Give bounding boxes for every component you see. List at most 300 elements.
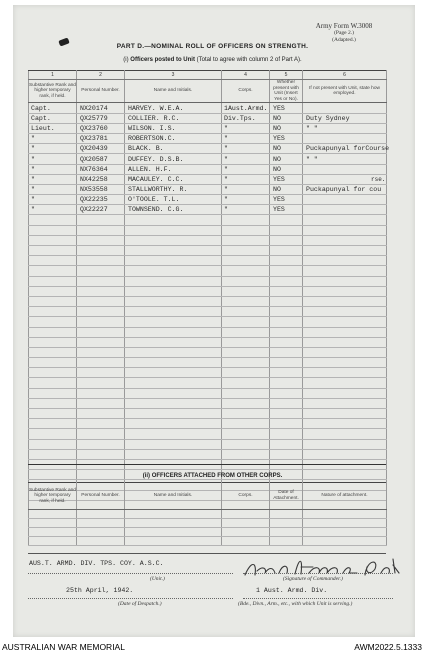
- empty-cell: [270, 398, 303, 408]
- officers-attached-table: [28, 482, 387, 546]
- empty-cell: [29, 409, 77, 419]
- empty-cell: [29, 215, 77, 225]
- column-number: 3: [125, 71, 222, 80]
- empty-cell: [77, 347, 125, 357]
- empty-cell: [222, 358, 270, 368]
- section-i-label: (i): [123, 57, 129, 63]
- officer-name: ROBERTSON.C.: [125, 133, 222, 143]
- overflow-remark: rse.: [371, 176, 386, 183]
- header-nature: Nature of attachment.: [303, 483, 387, 510]
- officer-present: NO: [270, 144, 303, 154]
- officer-corps: ": [222, 205, 270, 215]
- officer-remark: " ": [303, 154, 387, 164]
- empty-cell: [270, 286, 303, 296]
- empty-cell: [125, 266, 222, 276]
- officer-corps: ": [222, 123, 270, 133]
- signature-caption: (Signature of Commander.): [283, 576, 343, 582]
- empty-cell: [270, 378, 303, 388]
- empty-cell: [222, 246, 270, 256]
- column-number-row: [29, 71, 387, 80]
- empty-cell: [303, 225, 387, 235]
- empty-cell: [303, 256, 387, 266]
- empty-row: [29, 286, 387, 296]
- despatch-date-value: 25th April, 1942.: [66, 587, 134, 594]
- empty-cell: [29, 378, 77, 388]
- officer-number: NX42258: [77, 174, 125, 184]
- attached-empty-row: [29, 537, 387, 546]
- empty-cell: [222, 528, 270, 537]
- empty-row: [29, 307, 387, 317]
- officer-present: YES: [270, 133, 303, 143]
- formation-value: 1 Aust. Armd. Div.: [256, 587, 328, 594]
- empty-cell: [29, 537, 77, 546]
- officer-remark: [303, 205, 387, 215]
- empty-row: [29, 439, 387, 449]
- header-date: Date of Attachment.: [270, 483, 303, 510]
- empty-cell: [270, 327, 303, 337]
- officer-rank: Capt.: [29, 113, 77, 123]
- officer-remark: " ": [303, 123, 387, 133]
- empty-cell: [29, 429, 77, 439]
- empty-cell: [303, 235, 387, 245]
- empty-cell: [29, 337, 77, 347]
- officer-row: [29, 133, 387, 143]
- empty-cell: [77, 266, 125, 276]
- officer-name: WILSON. I.S.: [125, 123, 222, 133]
- empty-cell: [125, 347, 222, 357]
- empty-cell: [222, 449, 270, 459]
- empty-row: [29, 347, 387, 357]
- empty-cell: [270, 307, 303, 317]
- empty-cell: [125, 409, 222, 419]
- officer-present: YES: [270, 174, 303, 184]
- officer-rank: ": [29, 164, 77, 174]
- officer-corps: ": [222, 164, 270, 174]
- officer-name: O'TOOLE. T.L.: [125, 195, 222, 205]
- empty-row: [29, 266, 387, 276]
- empty-cell: [222, 307, 270, 317]
- empty-cell: [125, 246, 222, 256]
- empty-cell: [222, 256, 270, 266]
- officer-remark: Puckapunyal for cou: [303, 184, 387, 194]
- section-ii-title: OFFICERS ATTACHED FROM OTHER CORPS.: [151, 473, 283, 479]
- empty-cell: [77, 246, 125, 256]
- empty-row: [29, 327, 387, 337]
- empty-cell: [303, 409, 387, 419]
- empty-cell: [29, 256, 77, 266]
- empty-cell: [125, 378, 222, 388]
- empty-cell: [29, 225, 77, 235]
- empty-cell: [77, 256, 125, 266]
- empty-cell: [270, 358, 303, 368]
- empty-cell: [125, 398, 222, 408]
- empty-cell: [29, 358, 77, 368]
- empty-cell: [222, 215, 270, 225]
- empty-cell: [125, 537, 222, 546]
- unit-dotted-line: [28, 573, 233, 574]
- empty-cell: [303, 327, 387, 337]
- officer-name: MACAULEY. C.C.: [125, 174, 222, 184]
- empty-cell: [222, 286, 270, 296]
- empty-row: [29, 215, 387, 225]
- officer-rank: Capt.: [29, 103, 77, 113]
- officer-number: QX23760: [77, 123, 125, 133]
- empty-cell: [222, 378, 270, 388]
- officer-corps: ": [222, 174, 270, 184]
- empty-cell: [125, 225, 222, 235]
- officer-rank: ": [29, 154, 77, 164]
- empty-cell: [222, 439, 270, 449]
- empty-cell: [29, 528, 77, 537]
- empty-cell: [77, 368, 125, 378]
- empty-cell: [303, 419, 387, 429]
- officer-rank: ": [29, 174, 77, 184]
- officer-present: NO: [270, 154, 303, 164]
- empty-cell: [29, 519, 77, 528]
- empty-cell: [29, 246, 77, 256]
- officer-rank: ": [29, 205, 77, 215]
- officer-corps: 1Aust.Armd.: [222, 103, 270, 113]
- empty-cell: [303, 388, 387, 398]
- officer-corps: ": [222, 195, 270, 205]
- empty-cell: [125, 368, 222, 378]
- empty-cell: [303, 429, 387, 439]
- empty-cell: [29, 510, 77, 519]
- empty-cell: [222, 327, 270, 337]
- empty-cell: [77, 439, 125, 449]
- empty-cell: [29, 439, 77, 449]
- officer-row: [29, 154, 387, 164]
- signature-dotted-line: [243, 573, 393, 574]
- officer-present: YES: [270, 103, 303, 113]
- empty-cell: [29, 307, 77, 317]
- empty-row: [29, 378, 387, 388]
- archive-id: AWM2022.5.1333: [354, 642, 422, 652]
- empty-cell: [270, 388, 303, 398]
- column-header-row: [29, 80, 387, 103]
- empty-cell: [303, 307, 387, 317]
- header-corps: Corps.: [222, 483, 270, 510]
- officer-name: BLACK. B.: [125, 144, 222, 154]
- empty-row: [29, 419, 387, 429]
- empty-cell: [77, 225, 125, 235]
- empty-cell: [222, 296, 270, 306]
- empty-cell: [29, 419, 77, 429]
- form-reference: [299, 23, 389, 44]
- empty-cell: [303, 347, 387, 357]
- officer-remark: Duty Sydney: [303, 113, 387, 123]
- officer-number: QX22235: [77, 195, 125, 205]
- empty-cell: [29, 317, 77, 327]
- officer-name: STALLWORTHY. R.: [125, 184, 222, 194]
- empty-cell: [270, 528, 303, 537]
- empty-cell: [77, 327, 125, 337]
- empty-cell: [125, 388, 222, 398]
- header-present: Whether present with Unit (Insert Yes or No).: [270, 80, 303, 103]
- officer-row: [29, 205, 387, 215]
- despatch-date-caption: (Date of Despatch.): [118, 601, 162, 607]
- formation-dotted-line: [243, 598, 393, 599]
- empty-row: [29, 256, 387, 266]
- empty-cell: [125, 296, 222, 306]
- officer-corps: ": [222, 184, 270, 194]
- empty-cell: [125, 528, 222, 537]
- empty-cell: [270, 510, 303, 519]
- empty-cell: [303, 378, 387, 388]
- officer-remark: [303, 195, 387, 205]
- empty-cell: [77, 419, 125, 429]
- officer-number: QX22227: [77, 205, 125, 215]
- empty-cell: [270, 409, 303, 419]
- empty-cell: [77, 286, 125, 296]
- empty-cell: [270, 317, 303, 327]
- section-ii-heading: [0, 473, 425, 479]
- officer-remark: [303, 133, 387, 143]
- empty-cell: [125, 256, 222, 266]
- empty-cell: [77, 317, 125, 327]
- form-number: Army Form W.3008: [315, 22, 373, 30]
- empty-cell: [222, 537, 270, 546]
- empty-cell: [125, 327, 222, 337]
- empty-row: [29, 246, 387, 256]
- officer-corps: ": [222, 133, 270, 143]
- empty-cell: [29, 368, 77, 378]
- empty-cell: [77, 388, 125, 398]
- section-i-title: Officers posted to Unit: [130, 57, 195, 63]
- officer-name: COLLIER. R.C.: [125, 113, 222, 123]
- empty-cell: [29, 398, 77, 408]
- empty-cell: [270, 537, 303, 546]
- header-not-present: If not present with Unit, state how employed.: [303, 80, 387, 103]
- empty-cell: [270, 276, 303, 286]
- empty-cell: [77, 358, 125, 368]
- empty-cell: [303, 215, 387, 225]
- header-number: Personal Number.: [77, 483, 125, 510]
- empty-cell: [77, 510, 125, 519]
- empty-cell: [222, 429, 270, 439]
- officer-present: NO: [270, 113, 303, 123]
- officer-rank: ": [29, 144, 77, 154]
- empty-row: [29, 388, 387, 398]
- empty-cell: [29, 347, 77, 357]
- empty-cell: [303, 317, 387, 327]
- empty-cell: [125, 510, 222, 519]
- officer-name: DUFFEY. D.S.B.: [125, 154, 222, 164]
- empty-cell: [125, 307, 222, 317]
- empty-cell: [29, 266, 77, 276]
- empty-cell: [303, 398, 387, 408]
- empty-cell: [222, 235, 270, 245]
- empty-cell: [77, 409, 125, 419]
- empty-cell: [270, 368, 303, 378]
- empty-cell: [125, 235, 222, 245]
- archive-name: AUSTRALIAN WAR MEMORIAL: [2, 642, 125, 652]
- form-page: (Page 2.): [334, 30, 354, 36]
- officer-rank: ": [29, 133, 77, 143]
- officer-number: QX20587: [77, 154, 125, 164]
- column-number: 6: [303, 71, 387, 80]
- column-number: 2: [77, 71, 125, 80]
- officers-posted-table: [28, 70, 390, 501]
- empty-row: [29, 449, 387, 459]
- empty-cell: [270, 225, 303, 235]
- officer-present: NO: [270, 184, 303, 194]
- attached-header-row: [29, 483, 387, 510]
- empty-cell: [303, 296, 387, 306]
- empty-cell: [222, 419, 270, 429]
- empty-cell: [222, 225, 270, 235]
- empty-cell: [77, 215, 125, 225]
- empty-row: [29, 225, 387, 235]
- column-number: 1: [29, 71, 77, 80]
- header-name: Name and Initials.: [125, 80, 222, 103]
- empty-cell: [270, 296, 303, 306]
- empty-cell: [77, 519, 125, 528]
- empty-cell: [77, 449, 125, 459]
- empty-cell: [303, 337, 387, 347]
- empty-cell: [303, 519, 387, 528]
- officer-row: [29, 174, 387, 184]
- empty-row: [29, 337, 387, 347]
- unit-value: AUS.T. ARMD. DIV. TPS. COY. A.S.C.: [29, 560, 164, 567]
- empty-row: [29, 317, 387, 327]
- empty-cell: [270, 256, 303, 266]
- officer-present: YES: [270, 205, 303, 215]
- empty-cell: [270, 429, 303, 439]
- empty-row: [29, 429, 387, 439]
- empty-cell: [303, 537, 387, 546]
- empty-cell: [125, 276, 222, 286]
- empty-cell: [270, 235, 303, 245]
- empty-cell: [125, 337, 222, 347]
- empty-cell: [303, 368, 387, 378]
- archive-footer: [0, 639, 425, 653]
- officer-corps: ": [222, 154, 270, 164]
- empty-cell: [222, 276, 270, 286]
- empty-cell: [125, 419, 222, 429]
- empty-cell: [77, 235, 125, 245]
- empty-cell: [77, 337, 125, 347]
- empty-cell: [303, 439, 387, 449]
- header-name: Name and Initials.: [125, 483, 222, 510]
- empty-cell: [303, 358, 387, 368]
- empty-cell: [222, 317, 270, 327]
- officer-corps: ": [222, 144, 270, 154]
- officer-number: QX23781: [77, 133, 125, 143]
- empty-cell: [125, 519, 222, 528]
- empty-cell: [125, 429, 222, 439]
- empty-row: [29, 409, 387, 419]
- officer-number: QX25779: [77, 113, 125, 123]
- empty-cell: [270, 337, 303, 347]
- empty-cell: [222, 409, 270, 419]
- part-title: PART D.—NOMINAL ROLL OF OFFICERS ON STRENGTH.: [116, 43, 309, 50]
- empty-cell: [125, 317, 222, 327]
- empty-cell: [270, 519, 303, 528]
- empty-row: [29, 358, 387, 368]
- officer-rank: Lieut.: [29, 123, 77, 133]
- empty-row: [29, 296, 387, 306]
- empty-cell: [222, 519, 270, 528]
- empty-cell: [222, 510, 270, 519]
- header-rank: Substantive Rank and higher temporary rank, if held.: [29, 80, 77, 103]
- empty-cell: [29, 286, 77, 296]
- attached-empty-row: [29, 510, 387, 519]
- officer-name: ALLEN. H.F.: [125, 164, 222, 174]
- empty-cell: [77, 378, 125, 388]
- attached-empty-row: [29, 528, 387, 537]
- empty-cell: [303, 286, 387, 296]
- empty-cell: [222, 388, 270, 398]
- empty-row: [29, 368, 387, 378]
- officer-row: [29, 195, 387, 205]
- officer-present: NO: [270, 164, 303, 174]
- empty-cell: [303, 449, 387, 459]
- empty-cell: [29, 235, 77, 245]
- empty-row: [29, 398, 387, 408]
- empty-cell: [125, 286, 222, 296]
- officer-number: NX76364: [77, 164, 125, 174]
- section-i-heading: [0, 57, 425, 63]
- empty-cell: [270, 246, 303, 256]
- empty-cell: [222, 398, 270, 408]
- empty-cell: [77, 537, 125, 546]
- officer-remark: Puckapunyal forCourse: [303, 144, 387, 154]
- empty-cell: [222, 368, 270, 378]
- empty-cell: [222, 347, 270, 357]
- empty-cell: [303, 510, 387, 519]
- officer-present: NO: [270, 123, 303, 133]
- officer-row: [29, 164, 387, 174]
- section-i-note: (Total to agree with column 2 of Part A).: [196, 57, 302, 63]
- empty-cell: [77, 398, 125, 408]
- empty-cell: [303, 528, 387, 537]
- empty-cell: [125, 215, 222, 225]
- officer-row: [29, 144, 387, 154]
- header-rank: Substantive Rank and higher temporary rank, if held.: [29, 483, 77, 510]
- empty-cell: [29, 296, 77, 306]
- empty-cell: [125, 358, 222, 368]
- empty-cell: [303, 276, 387, 286]
- officer-rank: ": [29, 184, 77, 194]
- header-number: Personal Number.: [77, 80, 125, 103]
- officer-name: HARVEY. W.E.A.: [125, 103, 222, 113]
- empty-cell: [222, 337, 270, 347]
- empty-cell: [29, 449, 77, 459]
- empty-cell: [125, 439, 222, 449]
- empty-cell: [270, 347, 303, 357]
- section-divider: [28, 464, 386, 465]
- date-dotted-line: [28, 598, 233, 599]
- empty-cell: [77, 307, 125, 317]
- officer-row: [29, 103, 387, 113]
- empty-cell: [125, 449, 222, 459]
- empty-cell: [29, 327, 77, 337]
- column-number: 5: [270, 71, 303, 80]
- empty-cell: [29, 388, 77, 398]
- unit-caption: (Unit.): [150, 576, 165, 582]
- empty-cell: [270, 439, 303, 449]
- empty-cell: [29, 276, 77, 286]
- officer-present: YES: [270, 195, 303, 205]
- attached-empty-row: [29, 519, 387, 528]
- empty-cell: [77, 276, 125, 286]
- empty-cell: [270, 266, 303, 276]
- officer-number: NX20174: [77, 103, 125, 113]
- officer-remark: [303, 164, 387, 174]
- empty-cell: [270, 215, 303, 225]
- header-corps: Corps.: [222, 80, 270, 103]
